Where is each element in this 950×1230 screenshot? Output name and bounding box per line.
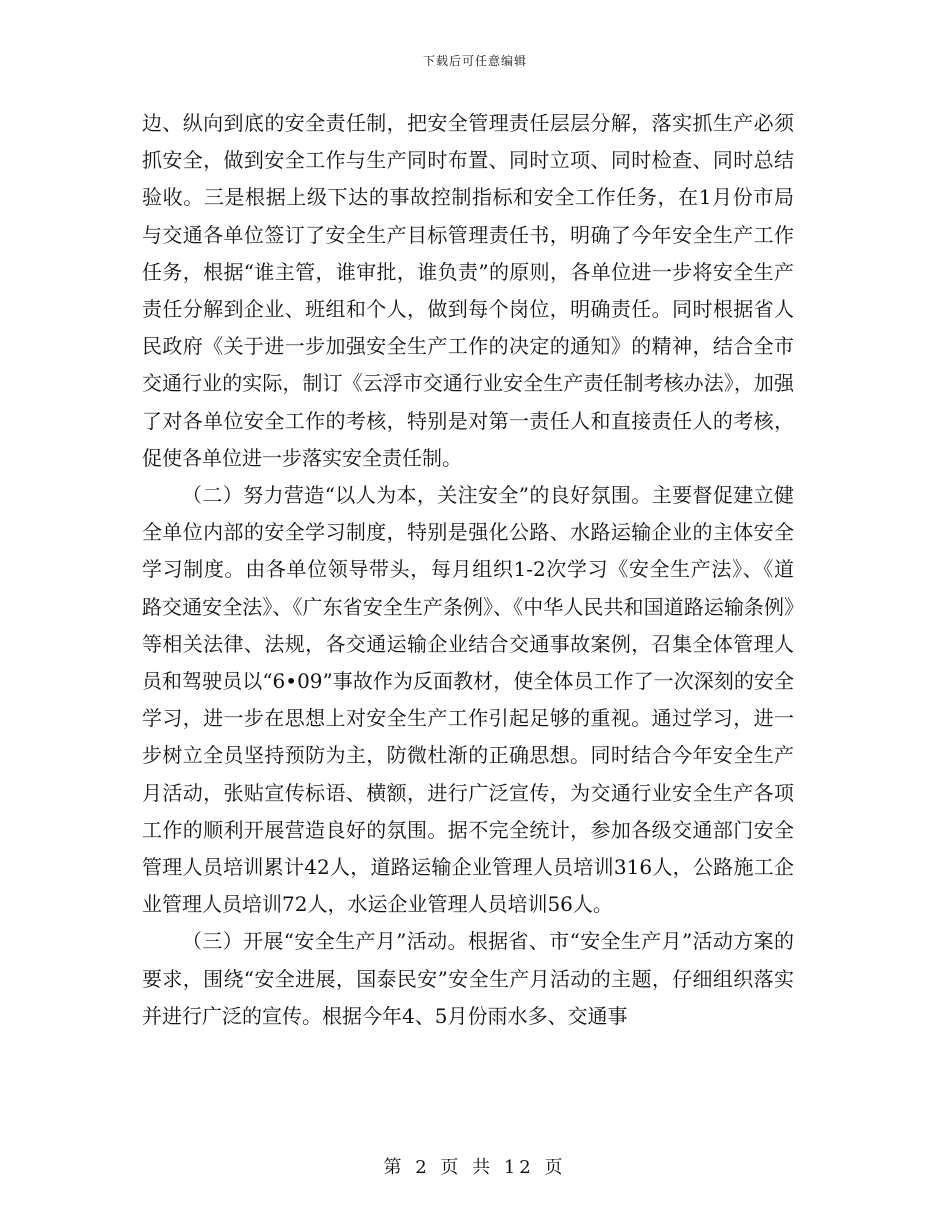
paragraph-3: （三）开展“安全生产月”活动。根据省、市“安全生产月”活动方案的要求，围绕“安全进展，国泰民安”安全生产月活动的主题，仔细组织落实并进行广泛的宣传。根据今年4、5月份雨水多、交通事: [142, 929, 794, 1028]
paragraph-1: 边、纵向到底的安全责任制，把安全管理责任层层分解，落实抓生产必须抓安全，做到安全工作与生产同时布置、同时立项、同时检查、同时总结验收。三是根据上级下达的事故控制指标和安全工作任务，在1月份市局与交通各单位签订了安全生产目标管理责任书，明确了今年安全生产工作任务，根据“谁主管，谁审批，谁负责”的原则，各单位进一步将安全生产责任分解到企业、班组和个人，做到每个岗位，明确责任。同时根据省人民政府《关于进一步加强安全生产工作的决定的通知》的精神，结合全市交通行业的实际，制订《云浮市交通行业安全生产责任制考核办法》，加强了对各单位安全工作的考核，特别是对第一责任人和直接责任人的考核，促使各单位进一步落实安全责任制。: [142, 111, 794, 470]
document-body: [142, 105, 794, 1035]
page-header: 下载后可任意编辑: [422, 54, 527, 68]
page-footer: 第 2 页 共 12 页: [383, 1157, 567, 1178]
paragraph-2: （二）努力营造“以人为本，关注安全”的良好氛围。主要督促建立健全单位内部的安全学习制度，特别是强化公路、水路运输企业的主体安全学习制度。由各单位领导带头，每月组织1-2次学习《安全生产法》、《道路交通安全法》、《广东省安全生产条例》、《中华人民共和国道路运输条例》等相关法律、法规，各交通运输企业结合交通事故案例，召集全体管理人员和驾驶员以“6•09”事故作为反面教材，使全体员工作了一次深刻的安全学习，进一步在思想上对安全生产工作引起足够的重视。通过学习，进一步树立全员坚持预防为主，防微杜渐的正确思想。同时结合今年安全生产月活动，张贴宣传标语、横额，进行广泛宣传，为交通行业安全生产各项工作的顺利开展营造良好的氛围。据不完全统计，参加各级交通部门安全管理人员培训累计42人，道路运输企业管理人员培训316人，公路施工企业管理人员培训72人，水运企业管理人员培训56人。: [142, 483, 794, 917]
